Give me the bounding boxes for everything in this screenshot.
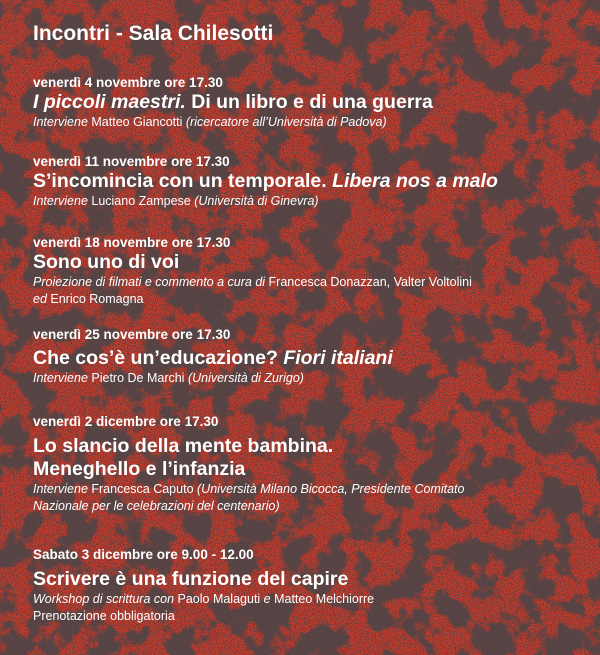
event-date: venerdì 11 novembre ore 17.30 <box>33 154 230 169</box>
event-speaker: Interviene Luciano Zampese (Università di Ginevra) <box>33 194 319 208</box>
event-speaker-cont: Nazionale per le celebrazioni del centenario) <box>33 499 280 513</box>
event-title: Che cos’è un’educazione? Fiori italiani <box>33 347 393 369</box>
event-title: Sono uno di voi <box>33 251 180 273</box>
event-date: venerdì 2 dicembre ore 17.30 <box>33 414 219 429</box>
event-date: venerdì 4 novembre ore 17.30 <box>33 75 223 90</box>
event-speaker: Workshop di scrittura con Paolo Malaguti e Matteo Melchiorre <box>33 592 375 606</box>
event-title: Scrivere è una funzione del capire <box>33 568 349 590</box>
event-date: venerdì 25 novembre ore 17.30 <box>33 327 231 342</box>
event-item <box>33 153 573 210</box>
event-title: S’incomincia con un temporale. Libera nos a malo <box>33 170 498 192</box>
event-item <box>33 546 573 625</box>
event-title-cont: Meneghello e l’infanzia <box>33 458 246 480</box>
event-item <box>33 326 573 387</box>
event-speaker: Interviene Francesca Caputo (Università Milano Bicocca, Presidente Comitato <box>33 482 465 496</box>
event-date: venerdì 18 novembre ore 17.30 <box>33 235 231 250</box>
event-title: Lo slancio della mente bambina. <box>33 435 334 457</box>
booking-note: Prenotazione obbligatoria <box>33 609 175 623</box>
event-speaker: Interviene Pietro De Marchi (Università di Zurigo) <box>33 371 304 385</box>
event-item <box>33 74 573 131</box>
page-title: Incontri - Sala Chilesotti <box>33 22 274 45</box>
event-speaker-cont: ed Enrico Romagna <box>33 292 144 306</box>
event-date: Sabato 3 dicembre ore 9.00 - 12.00 <box>33 547 254 562</box>
event-speaker: Interviene Matteo Giancotti (ricercatore all’Università di Padova) <box>33 115 387 129</box>
event-title: I piccoli maestri. Di un libro e di una guerra <box>33 91 433 113</box>
event-item <box>33 234 573 308</box>
event-item <box>33 413 573 515</box>
event-speaker: Proiezione di filmati e commento a cura di Francesca Donazzan, Valter Voltolini <box>33 275 472 289</box>
